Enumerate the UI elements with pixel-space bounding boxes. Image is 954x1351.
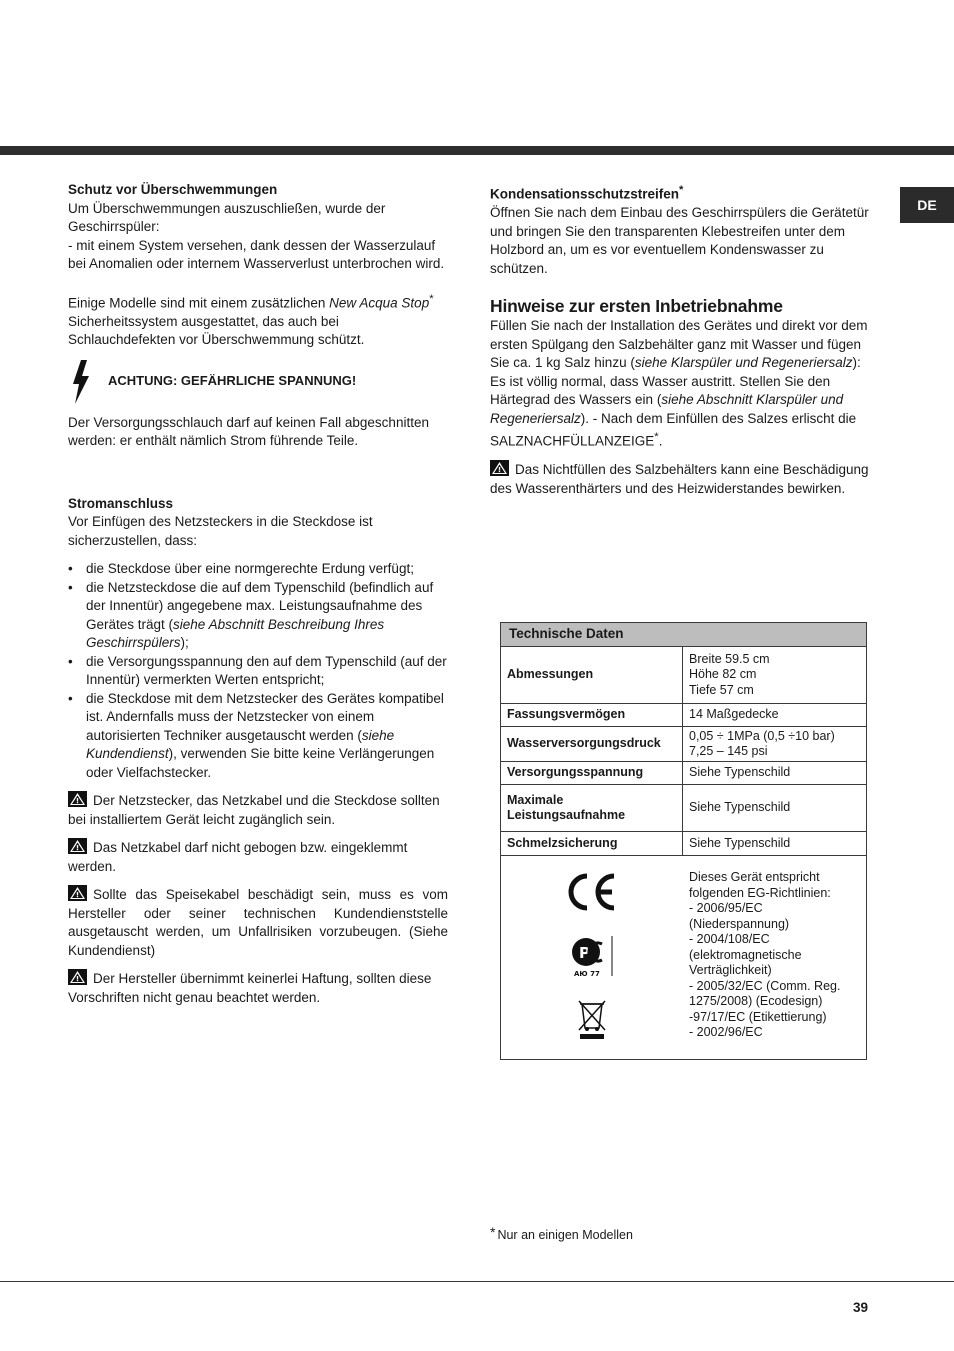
- value-line: Tiefe 57 cm: [689, 682, 754, 697]
- row-value: [683, 704, 866, 726]
- list-item: [68, 579, 448, 653]
- warning-triangle-icon: [68, 791, 87, 807]
- table-row: [501, 727, 866, 762]
- danger-text: Der Versorgungsschlauch darf auf keinen Fall abgeschnitten werden: er enthält nämlich Strom führende Teile.: [68, 414, 429, 448]
- asterisk: *: [429, 292, 434, 305]
- row-label: Wasserversorgungsdruck: [501, 727, 683, 761]
- lightning-bolt-icon: [68, 360, 94, 404]
- text: Das Nichtfüllen des Salzbehälters kann eine Beschädigung des Wasserenthärters und des Heizwiderstandes bewirken.: [490, 462, 869, 496]
- value-line: Breite 59.5 cm: [689, 651, 770, 666]
- value-line: 7,25 – 145 psi: [689, 744, 768, 758]
- text-italic: New Acqua Stop: [329, 295, 430, 310]
- text: Kondensationsschutzstreifen: [490, 186, 680, 202]
- condensation-title: [490, 181, 875, 204]
- right-column: [490, 181, 875, 498]
- list-item: [68, 690, 448, 783]
- danger-warning: [68, 360, 448, 404]
- table-row: [501, 832, 866, 856]
- directives-text: Dieses Gerät entspricht folgenden EG-Richtlinien: - 2006/95/EC (Niederspannung) - 2004/108/EC (elektromagnetische Verträglichkeit) - 2005/32/EC (Comm. Reg. 1275/2008) (Ecodesign) -97/17/EC (Etikettierung) - 2002/96/EC: [689, 870, 841, 1039]
- text: .: [658, 433, 663, 449]
- text: Der Hersteller übernimmt keinerlei Haftung, sollten diese Vorschriften nicht genau beachtet werden.: [68, 971, 432, 1005]
- flood-intro: Um Überschwemmungen auszuschließen, wurde der Geschirrspüler:: [68, 200, 386, 234]
- flood-acqua-stop: [68, 290, 448, 350]
- power-list: [68, 560, 448, 782]
- text: Der Netzstecker, das Netzkabel und die Steckdose sollten bei installiertem Gerät leicht zugänglich sein.: [68, 793, 440, 827]
- value-line: 14 Maßgedecke: [689, 707, 779, 722]
- row-value: [683, 832, 866, 855]
- list-item: • die Versorgungsspannung den auf dem Typenschild (auf der Innentür) vermerkten Werten entspricht;: [68, 653, 448, 690]
- row-value: [683, 762, 866, 784]
- warning-triangle-icon: [490, 460, 509, 476]
- asterisk: *: [654, 431, 659, 443]
- danger-title: ACHTUNG: GEFÄHRLICHE SPANNUNG!: [108, 373, 357, 389]
- warning-triangle-icon: [68, 969, 87, 985]
- top-bar: [0, 146, 954, 155]
- bottom-rule: [0, 1281, 954, 1282]
- table-title: Technische Daten: [501, 623, 866, 647]
- flood-system: - mit einem System versehen, dank dessen der Wasserzulauf bei Anomalien oder internem Wasserverlust unterbrochen wird.: [68, 237, 445, 271]
- svg-text:АЮ 77: АЮ 77: [574, 970, 600, 978]
- first-use-text: [490, 317, 875, 451]
- certification-marks: [501, 856, 683, 1059]
- row-label: Abmessungen: [501, 647, 683, 703]
- condensation-text: Öffnen Sie nach dem Einbau des Geschirrspülers die Gerätetür und bringen Sie den transparenten Klebestreifen unter dem Holzbord an, um es vor eventuellem Kondenswasser zu schützen.: [490, 205, 869, 276]
- warning-3: [68, 885, 448, 960]
- text-italic: siehe Abschnitt Beschreibung Ihres Geschirrspülers: [86, 616, 385, 650]
- power-intro: Vor Einfügen des Netzsteckers in die Steckdose ist sicherzustellen, dass:: [68, 514, 373, 548]
- value-line: Siehe Typenschild: [689, 800, 791, 815]
- text-italic: siehe Abschnitt Klarspüler und Regeneriersalz: [490, 392, 844, 426]
- text: Einige Modelle sind mit einem zusätzlichen: [68, 295, 330, 310]
- text: ). - Nach dem Einfüllen des Salzes erlischt die SALZNACHFÜLLANZEIGE: [490, 410, 857, 449]
- text-italic: siehe Klarspüler und Regeneriersalz: [634, 355, 853, 370]
- warning-2: [68, 838, 448, 876]
- text: die Steckdose mit dem Netzstecker des Gerätes kompatibel ist. Andernfalls muss der Netzstecker von einem autorisierten Techniker ausgetauscht werden (: [86, 690, 444, 743]
- language-tab: DE: [900, 187, 954, 223]
- text: Sollte das Speisekabel beschädigt sein, muss es vom Hersteller oder seiner technischen Kundendienststelle ausgetauscht werden, um Unfallrisiken vorzubeugen. (Siehe Kundendienst): [68, 887, 448, 958]
- warning-triangle-icon: [68, 838, 87, 854]
- asterisk: *: [679, 184, 684, 196]
- asterisk: *: [490, 1224, 496, 1240]
- table-row: [501, 762, 866, 785]
- technical-data-table: [500, 622, 867, 1060]
- row-label: Maximale Leistungsaufnahme: [501, 785, 683, 831]
- footnote: [490, 1224, 633, 1242]
- left-column: [68, 181, 448, 1007]
- flood-title: Schutz vor Überschwemmungen: [68, 182, 278, 197]
- text: die Netzsteckdose die auf dem Typenschild (befindlich auf der Innentür) angegebene max. Leistungsaufnahme des Gerätes trägt (: [86, 579, 434, 632]
- text: );: [180, 635, 189, 650]
- svg-text:Р: Р: [579, 944, 590, 962]
- row-value: [683, 727, 866, 761]
- row-label: Schmelzsicherung: [501, 832, 683, 855]
- table-row: [501, 704, 866, 727]
- salt-warning: [490, 460, 875, 498]
- text: Das Netzkabel darf nicht gebogen bzw. eingeklemmt werden.: [68, 840, 408, 874]
- table-row: [501, 647, 866, 704]
- list-item: • die Steckdose über eine normgerechte Erdung verfügt;: [68, 560, 448, 579]
- power-title: Stromanschluss: [68, 495, 174, 511]
- text: ): Es ist völlig normal, dass Wasser austritt. Stellen Sie den Härtegrad des Wassers ein (: [490, 355, 861, 407]
- value-line: Siehe Typenschild: [689, 835, 791, 850]
- weee-bin-icon: [576, 998, 608, 1040]
- value-line: Siehe Typenschild: [689, 765, 791, 780]
- warning-1: [68, 791, 448, 829]
- text: Füllen Sie nach der Installation des Gerätes und direkt vor dem ersten Spülgang den Salzbehälter ganz mit Wasser und fügen Sie ca. 1 kg Salz hinzu (: [490, 318, 868, 370]
- row-label: Versorgungsspannung: [501, 762, 683, 784]
- text-italic: siehe Kundendienst: [86, 727, 395, 761]
- row-label: Fassungsvermögen: [501, 704, 683, 726]
- page-number: 39: [853, 1300, 869, 1315]
- value-line: 0,05 ÷ 1MPa (0,5 ÷10 bar): [689, 728, 835, 743]
- footnote-text: Nur an einigen Modellen: [497, 1228, 633, 1242]
- ce-mark-icon: [565, 870, 619, 914]
- warning-triangle-icon: [68, 885, 87, 901]
- text: Sicherheitssystem ausgestattet, das auch bei Schlauchdefekten vor Überschwemmung schützt.: [68, 313, 365, 347]
- text: ), verwenden Sie bitte keine Verlängerungen oder Vielfachstecker.: [86, 746, 435, 780]
- first-use-title: Hinweise zur ersten Inbetriebnahme: [490, 296, 783, 316]
- warning-4: [68, 969, 448, 1007]
- row-value: [683, 785, 866, 831]
- row-value: [683, 647, 866, 703]
- table-row: [501, 785, 866, 832]
- value-line: Höhe 82 cm: [689, 667, 757, 682]
- pct-mark-icon: [568, 932, 616, 980]
- table-row-certifications: [501, 856, 866, 1059]
